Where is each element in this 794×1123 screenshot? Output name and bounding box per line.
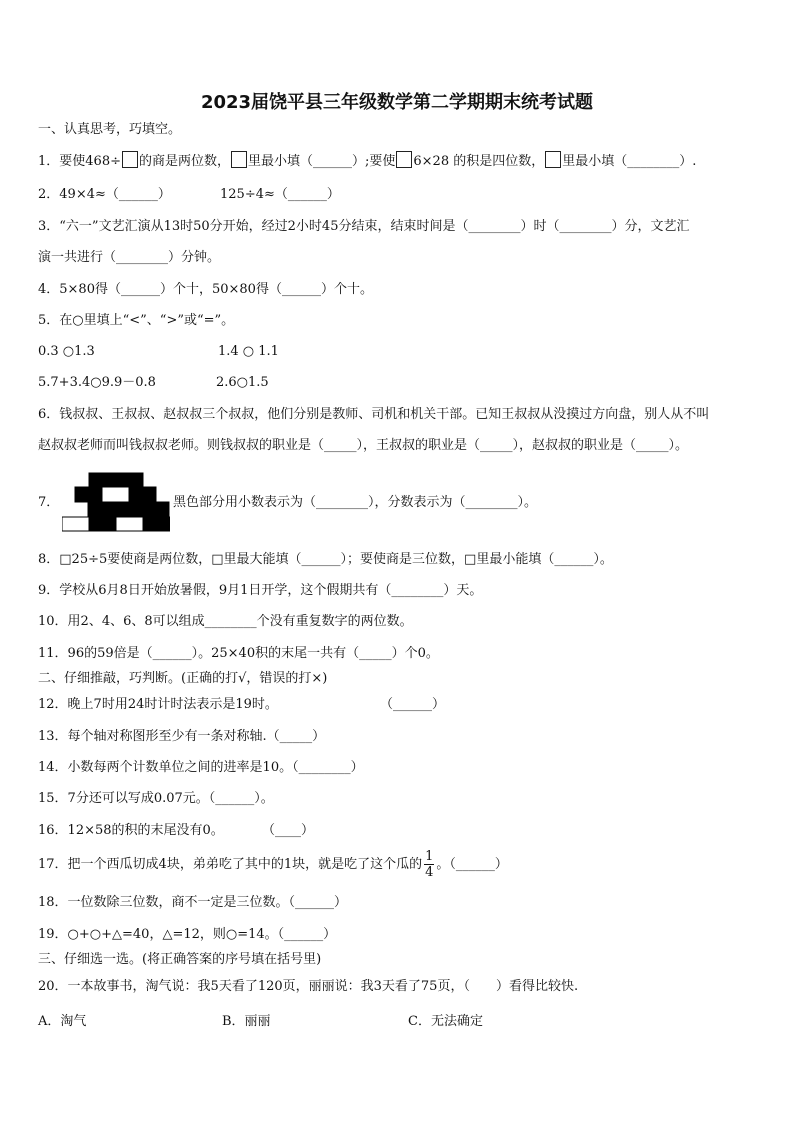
block-pyramid-figure bbox=[62, 472, 170, 532]
question-18: 18．一位数除三位数，商不一定是三位数。（______） bbox=[38, 895, 348, 910]
answer-box bbox=[545, 151, 561, 168]
q16-text: 16．12×58的积的末尾没有0。 bbox=[38, 823, 224, 838]
q12-answer: （______） bbox=[380, 697, 446, 712]
section-1-heading: 一、认真思考，巧填空。 bbox=[38, 122, 182, 137]
q17-answer: 。（______） bbox=[436, 857, 508, 872]
question-19: 19．○+○+△=40，△=12，则○=14。（______） bbox=[38, 927, 337, 942]
question-1 bbox=[38, 151, 762, 171]
section-2-heading: 二、仔细推敲，巧判断。(正确的打√，错误的打×) bbox=[38, 671, 328, 686]
option-a: A．淘气 bbox=[38, 1014, 87, 1029]
question-5-row-1 bbox=[38, 343, 762, 361]
q5-item-3: 5.7+3.4○9.9－0.8 bbox=[38, 375, 156, 390]
question-20: 20．一本故事书，淘气说：我5天看了120页，丽丽说：我3天看了75页，（ ）看得比较快. bbox=[38, 979, 579, 994]
q12-text: 12．晚上7时用24时计时法表示是19时。 bbox=[38, 697, 278, 712]
question-6-line-2: 赵叔叔老师而叫钱叔叔老师。则钱叔叔的职业是（_____），王叔叔的职业是（_____），赵叔叔的职业是（_____）。 bbox=[38, 438, 689, 453]
question-2 bbox=[38, 186, 762, 204]
question-5-row-2 bbox=[38, 374, 762, 392]
q2-part-b: 125÷4≈（______） bbox=[220, 187, 340, 202]
question-7-number: 7． bbox=[38, 495, 60, 510]
q1-part-b: 的商是两位数， bbox=[138, 154, 230, 169]
question-3-line-1: 3．“六一”文艺汇演从13时50分开始，经过2小时45分结束，结束时间是（________）时（________）分，文艺汇 bbox=[38, 219, 690, 234]
section-3-heading: 三、仔细选一选。(将正确答案的序号填在括号里) bbox=[38, 952, 322, 967]
q5-item-4: 2.6○1.5 bbox=[216, 375, 269, 390]
question-11: 11．96的59倍是（______）。25×40积的末尾一共有（_____）个0。 bbox=[38, 646, 439, 661]
question-10: 10．用2、4、6、8可以组成________个没有重复数字的两位数。 bbox=[38, 614, 413, 629]
option-b: B．丽丽 bbox=[222, 1014, 271, 1029]
question-9: 9．学校从6月8日开始放暑假，9月1日开学，这个假期共有（________）天。 bbox=[38, 583, 483, 598]
question-16 bbox=[38, 822, 762, 840]
option-c: C．无法确定 bbox=[408, 1014, 483, 1029]
page-title: 2023届饶平县三年级数学第二学期期末统考试题 bbox=[200, 92, 594, 113]
fraction-numerator: 1 bbox=[425, 849, 434, 864]
question-15: 15．7分还可以写成0.07元。（______）。 bbox=[38, 791, 274, 806]
question-13: 13．每个轴对称图形至少有一条对称轴.（_____） bbox=[38, 729, 326, 744]
q1-part-a: 1．要使468÷ bbox=[38, 154, 121, 169]
question-12 bbox=[38, 696, 762, 714]
q16-answer: （____） bbox=[262, 823, 315, 838]
question-7-text: 黑色部分用小数表示为（________），分数表示为（________）。 bbox=[173, 495, 538, 510]
q1-part-e: 里最小填（________）. bbox=[562, 154, 697, 169]
answer-box bbox=[396, 151, 412, 168]
question-4: 4．5×80得（______）个十，50×80得（______）个十。 bbox=[38, 282, 373, 297]
answer-box bbox=[231, 151, 247, 168]
q2-part-a: 2．49×4≈（______） bbox=[38, 187, 171, 202]
question-14: 14．小数每两个计数单位之间的进率是10。（________） bbox=[38, 760, 364, 775]
question-5: 5．在○里填上“<”、“>”或“=”。 bbox=[38, 313, 235, 328]
question-6-line-1: 6．钱叔叔、王叔叔、赵叔叔三个叔叔，他们分别是教师、司机和机关干部。已知王叔叔从没摸过方向盘，别人从不叫 bbox=[38, 407, 710, 422]
answer-box bbox=[122, 151, 138, 168]
fraction-one-quarter bbox=[424, 849, 434, 880]
q5-item-1: 0.3 ○1.3 bbox=[38, 344, 95, 359]
question-3-line-2: 演一共进行（________）分钟。 bbox=[38, 250, 221, 265]
q1-part-d: 6×28 的积是四位数， bbox=[413, 154, 545, 169]
q1-part-c: 里最小填（______）;要使 bbox=[248, 154, 396, 169]
q5-item-2: 1.4 ○ 1.1 bbox=[218, 344, 279, 359]
q17-text: 17．把一个西瓜切成4块，弟弟吃了其中的1块，就是吃了这个瓜的 bbox=[38, 857, 423, 872]
question-8: 8．□25÷5要使商是两位数，□里最大能填（______）；要使商是三位数，□里最小能填（______）。 bbox=[38, 552, 613, 567]
fraction-denominator: 4 bbox=[425, 865, 434, 880]
question-17 bbox=[38, 848, 762, 882]
